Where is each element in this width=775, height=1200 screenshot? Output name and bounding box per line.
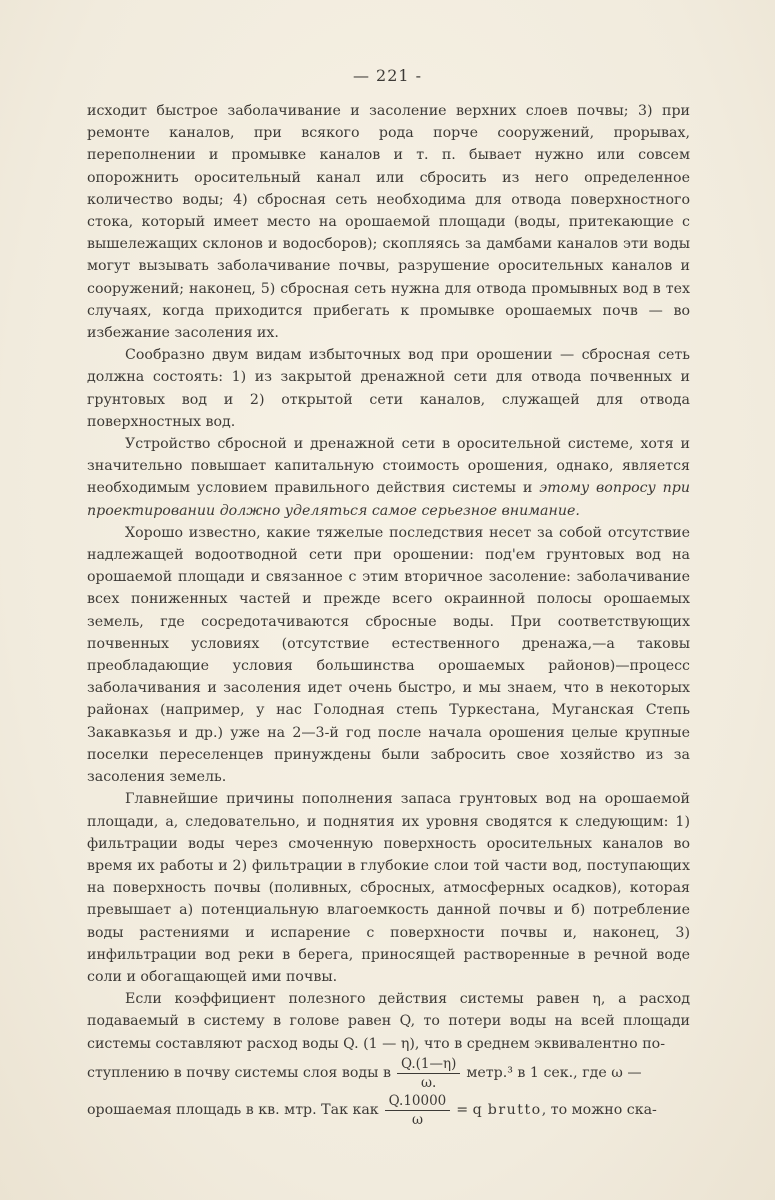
fraction-1 <box>397 1055 460 1092</box>
formula-2-tail-text: , то можно ска- <box>541 1102 657 1119</box>
fraction-2-denominator: ω <box>411 1111 423 1128</box>
formula-2-lead-text: орошаемая площадь в кв. мтр. Так как <box>87 1102 379 1119</box>
fraction-2 <box>385 1092 451 1129</box>
paragraph-prichiny: Главнейшие причины пополнения запаса грунтовых вод на орошаемой площади, а, следовательно, и поднятия их уровня сводятся к следующим: 1) фильтрации воды через смоченную поверхность оросительных каналов во время их работы и 2) фильтрации в глубокие слои той части вод, поступающих на поверхность почвы (поливных, сбросных, атмосферных осадков), которая превышает а) потенциальную влагоемкость данной почвы и б) потребление воды растениями и испарение с поверхности почвы и, наконец, 3) инфильтрации вод реки в берега, приносящей растворенные в речной воде соли и обогащающей ими почвы. <box>87 791 690 985</box>
paragraph-posledstviya: Хорошо известно, какие тяжелые последствия несет за собой отсутствие надлежащей водоотводной сети при орошении: под'ем грунтовых вод на орошаемой площади и связанное с этим вторичное засоление: заболачивание всех пониженных частей и прежде всего окраинной полосы орошаемых земель, где сосредотачиваются сбросные воды. При соответствующих почвенных условиях (отсутствие естественного дренажа,—а таковы преобладающие условия большинства орошаемых районов)—процесс заболачивания и засоления идет очень быстро, и мы знаем, что в некоторых районах (например, у нас Голодная степь Туркестана, Муганская Степь Закавказья и др.) уже на 2—3-й год после начала орошения целые крупные поселки переселенцев принуждены были забросить свое хозяйство из за засоления земель. <box>87 524 690 786</box>
paragraph-koefficient: Если коэффициент полезного действия системы равен η, а расход подаваемый в систему в голове равен Q, то потери воды на всей площади системы составляют расход воды Q. (1 — η), что в среднем эквивалентно по- <box>87 991 690 1052</box>
formula-line-1 <box>87 1055 690 1092</box>
formula-2-brutto: brutto <box>487 1102 542 1119</box>
page-number: — 221 - <box>352 66 423 85</box>
paragraph-ustroystvo-text: Устройство сбросной и дренажной сети в оросительной системе, хотя и значительно повышает капитальную стоимость орошения, однако, является необходимым условием правильного действия системы и <box>87 436 690 497</box>
formula-1-lead-text: ступлению в почву системы слоя воды в <box>87 1065 391 1082</box>
fraction-2-numerator: Q.10000 <box>385 1092 451 1111</box>
fraction-1-numerator: Q.(1—η) <box>397 1055 460 1074</box>
formula-line-2 <box>87 1092 690 1129</box>
body-text <box>87 100 690 1129</box>
formula-2-equals: = q <box>456 1102 482 1119</box>
emphasis-text: этому вопросу при проектировании должно уделяться самое серьезное внимание. <box>87 480 691 519</box>
paragraph-ustroystvo <box>87 433 690 522</box>
paragraph-continued: исходит быстрое заболачивание и засоление верхних слоев почвы; 3) при ремонте каналов, при всякого рода порче сооружений, прорывах, переполнении и промывке каналов и т. п. бывает нужно или совсем опорожнить оросительный канал или сбросить из него определенное количество воды; 4) сбросная сеть необходима для отвода поверхностного стока, который имеет место на орошаемой площади (воды, притекающие с вышележащих склонов и водосборов); скопляясь за дамбами каналов эти воды могут вызывать заболачивание почвы, разрушение оросительных каналов и сооружений; наконец, 5) сбросная сеть нужна для отвода промывных вод в тех случаях, когда приходится прибегать к промывке орошаемых почв — во избежание засоления их. <box>87 103 690 342</box>
formula-1-tail-text: метр.³ в 1 сек., где ω — <box>466 1065 642 1082</box>
fraction-1-denominator: ω. <box>421 1074 437 1091</box>
paragraph-sbrosnaya-set: Сообразно двум видам избыточных вод при орошении — сбросная сеть должна состоять: 1) из закрытой дренажной сети для отвода почвенных и грунтовых вод и 2) открытой сети каналов, служащей для отвода поверхностных вод. <box>87 347 690 430</box>
